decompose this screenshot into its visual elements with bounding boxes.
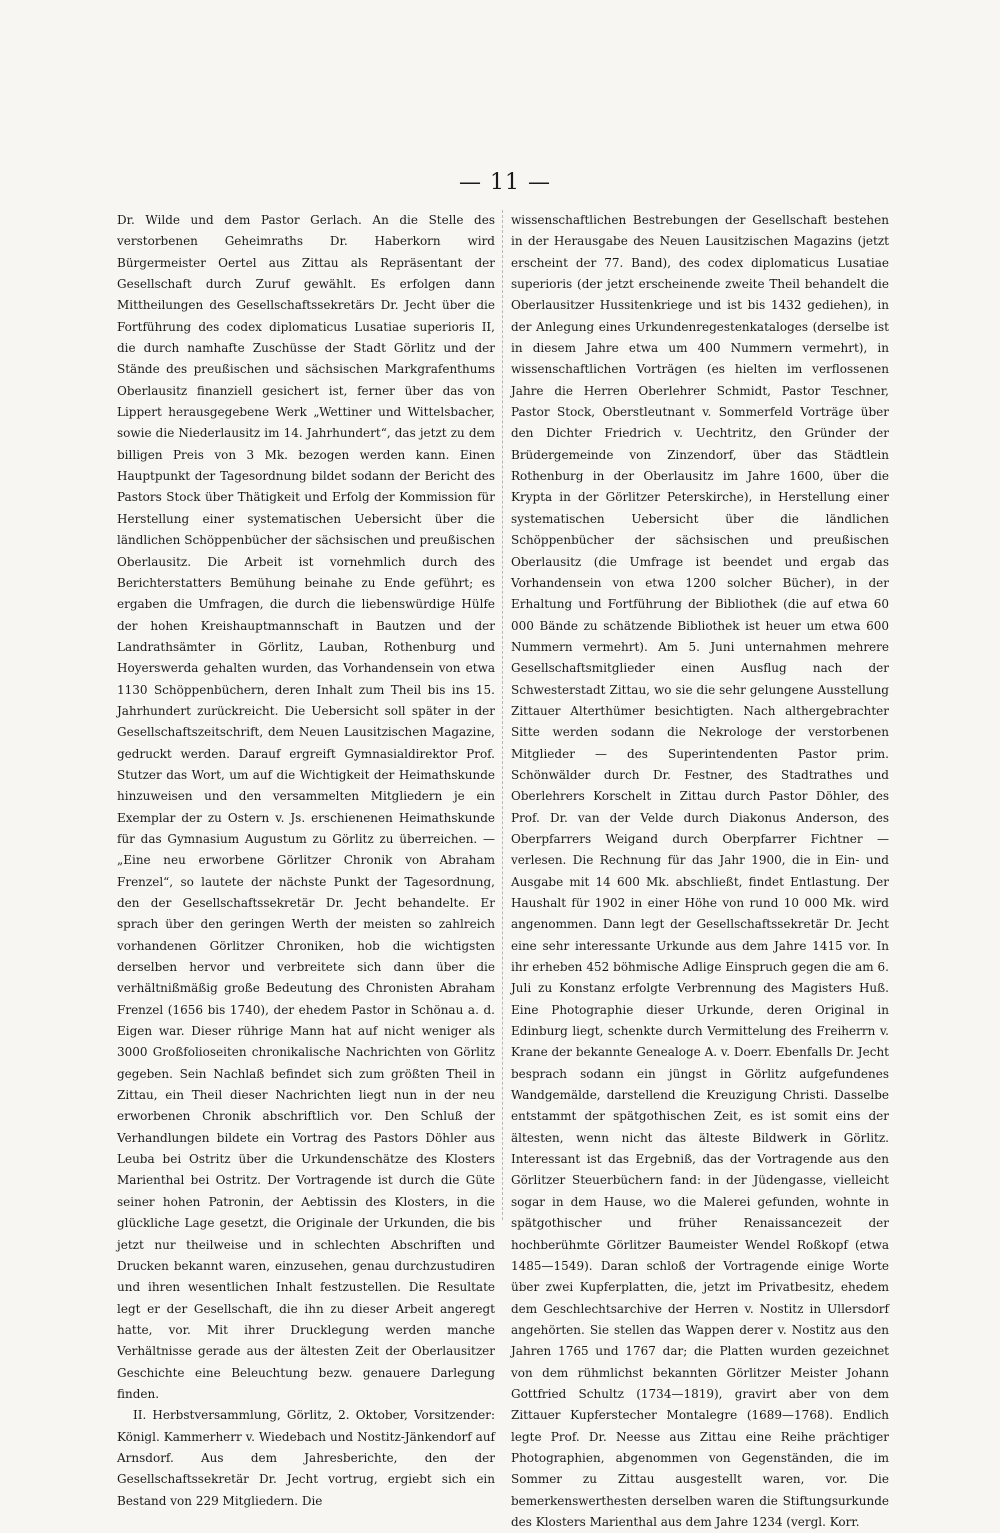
left-paragraph-2: II. Herbstversammlung, Görlitz, 2. Oktober, Vorsitzender: Königl. Kammerherr v. Wiedebach und Nostitz-Jänkendorf auf Arnsdorf. Aus dem Jahresberichte, den der Gesellschaftssekretär Dr. Jecht vortrug, ergiebt sich ein Bestand von 229 Mitgliedern. Die <box>117 1408 495 1508</box>
left-paragraph-1: Dr. Wilde und dem Pastor Gerlach. An die Stelle des verstorbenen Geheimraths Dr. Haberkorn wird Bürgermeister Oertel aus Zittau als Repräsentant der Gesellschaft durch Zuruf gewählt. Es erfolgen dann Mittheilungen des Gesellschaftssekretärs Dr. Jecht über die Fortführung des codex diplomaticus Lusatiae superioris II, die durch namhafte Zuschüsse der Stadt Görlitz und der Stände des preußischen und sächsischen Markgrafenthums Oberlausitz finanziell gesichert ist, ferner über das von Lippert herausgegebene Werk „Wettiner und Wittelsbacher, sowie die Niederlausitz im 14. Jahrhundert“, das jetzt zu dem billigen Preis von 3 Mk. bezogen werden kann. Einen Hauptpunkt der Tagesordnung bildet sodann der Bericht des Pastors Stock über Thätigkeit und Erfolg der Kommission für Herstellung einer systematischen Uebersicht über die ländlichen Schöppenbücher der sächsischen und preußischen Oberlausitz. Die Arbeit ist vornehmlich durch des Berichterstatters Bemühung beinahe zu Ende geführt; es ergaben die Umfragen, die durch die liebenswürdige Hülfe der hohen Kreishauptmannschaft in Bautzen und der Landrathsämter in Görlitz, Lauban, Rothenburg und Hoyerswerda gehalten wurden, das Vorhandensein von etwa 1130 Schöppenbüchern, deren Inhalt zum Theil bis ins 15. Jahrhundert zurückreicht. Die Uebersicht soll später in der Gesellschaftszeitschrift, dem Neuen Lausitzischen Magazine, gedruckt werden. Darauf ergreift Gymnasialdirektor Prof. Stutzer das Wort, um auf die Wichtigkeit der Heimathskunde hinzuweisen und den versammelten Mitgliedern je ein Exemplar der zu Ostern v. Js. erschienenen Heimathskunde für das Gymnasium Augustum zu Görlitz zu überreichen. — „Eine neu erworbene Görlitzer Chronik von Abraham Frenzel“, so lautete der nächste Punkt der Tagesordnung, den der Gesellschaftssekretär Dr. Jecht behandelte. Er sprach über den geringen Werth der meisten so zahlreich vorhandenen Görlitzer Chroniken, hob die wichtigsten derselben hervor und verbreitete sich dann über die verhältnißmäßig große Bedeutung des Chronisten Abraham Frenzel (1656 bis 1740), der ehedem Pastor in Schönau a. d. Eigen war. Dieser rührige Mann hat auf nicht weniger als 3000 Großfolioseiten chronikalische Nachrichten von Görlitz gegeben. Sein Nachlaß befindet sich zum größten Theil in Zittau, ein Theil dieser Nachrichten liegt nun in der neu erworbenen Chronik abschriftlich vor. Den Schluß der Verhandlungen bildete ein Vortrag des Pastors Döhler aus Leuba bei Ostritz über die Urkundenschätze des Klosters Marienthal bei Ostritz. Der Vortragende ist durch die Güte seiner hohen Patronin, der Aebtissin des Klosters, in die glückliche Lage gesetzt, die Originale der Urkunden, die bis jetzt nur theilweise und in schlechten Abschriften und Drucken bekannt waren, einzusehen, genau durchzustudiren und ihren wesentlichen Inhalt festzustellen. Die Resultate legt er der Gesellschaft, die ihn zu dieser Arbeit angeregt hatte, vor. Mit ihrer Drucklegung werden manche Verhältnisse gerade aus der ältesten Zeit der Oberlausitzer Geschichte eine Beleuchtung bezw. genauere Darlegung finden. <box>117 213 495 1401</box>
right-column <box>505 210 889 1529</box>
text-columns <box>117 210 893 1529</box>
right-paragraph-1: wissenschaftlichen Bestrebungen der Gesellschaft bestehen in der Herausgabe des Neuen Lausitzischen Magazins (jetzt erscheint der 77. Band), des codex diplomaticus Lusatiae superioris (der jetzt erscheinende zweite Theil behandelt die Oberlausitzer Hussitenkriege und ist bis 1432 gediehen), in der Anlegung eines Urkundenregestenkataloges (derselbe ist in diesem Jahre etwa um 400 Nummern vermehrt), in wissenschaftlichen Vorträgen (es hielten im verflossenen Jahre die Herren Oberlehrer Schmidt, Pastor Teschner, Pastor Stock, Oberstleutnant v. Sommerfeld Vorträge über den Dichter Friedrich v. Uechtritz, den Gründer der Brüdergemeinde von Zinzendorf, über das Städtlein Rothenburg in der Oberlausitz im Jahre 1600, über die Krypta in der Görlitzer Peterskirche), in Herstellung einer systematischen Uebersicht über die ländlichen Schöppenbücher der sächsischen und preußischen Oberlausitz (die Umfrage ist beendet und ergab das Vorhandensein von etwa 1200 solcher Bücher), in der Erhaltung und Fortführung der Bibliothek (die auf etwa 60 000 Bände zu schätzende Bibliothek ist heuer um etwa 600 Nummern vermehrt). Am 5. Juni unternahmen mehrere Gesellschaftsmitglieder einen Ausflug nach der Schwesterstadt Zittau, wo sie die sehr gelungene Ausstellung Zittauer Alterthümer besichtigten. Nach althergebrachter Sitte werden sodann die Nekrologe der verstorbenen Mitglieder — des Superintendenten Pastor prim. Schönwälder durch Dr. Festner, des Stadtrathes und Oberlehrers Korschelt in Zittau durch Pastor Döhler, des Prof. Dr. van der Velde durch Diakonus Anderson, des Oberpfarrers Weigand durch Oberpfarrer Fichtner — verlesen. Die Rechnung für das Jahr 1900, die in Ein- und Ausgabe mit 14 600 Mk. abschließt, findet Entlastung. Der Haushalt für 1902 in einer Höhe von rund 10 000 Mk. wird angenommen. Dann legt der Gesellschaftssekretär Dr. Jecht eine sehr interessante Urkunde aus dem Jahre 1415 vor. In ihr erheben 452 böhmische Adlige Einspruch gegen die am 6. Juli zu Konstanz erfolgte Verbrennung des Magisters Huß. Eine Photographie dieser Urkunde, deren Original in Edinburg liegt, schenkte durch Vermittelung des Freiherrn v. Krane der bekannte Genealoge A. v. Doerr. Ebenfalls Dr. Jecht besprach sodann ein jüngst in Görlitz aufgefundenes Wandgemälde, darstellend die Kreuzigung Christi. Dasselbe entstammt der spätgothischen Zeit, es ist somit eins der ältesten, wenn nicht das älteste Bildwerk in Görlitz. Interessant ist das Ergebniß, das der Vortragende aus den Görlitzer Steuerbüchern fand: in der Jüdengasse, vielleicht sogar in dem Hause, wo die Malerei gefunden, wohnte in spätgothischer und früher Renaissancezeit der hochberühmte Görlitzer Baumeister Wendel Roßkopf (etwa 1485—1549). Daran schloß der Vortragende einige Worte über zwei Kupferplatten, die, jetzt im Privatbesitz, ehedem dem Geschlechtsarchive der Herren v. Nostitz in Ullersdorf angehörten. Sie stellen das Wappen derer v. Nostitz aus den Jahren 1765 und 1767 dar; die Platten wurden gezeichnet von dem rühmlichst bekannten Görlitzer Meister Johann Gottfried Schultz (1734—1819), gravirt aber von dem Zittauer Kupferstecher Montalegre (1689—1768). Endlich legte Prof. Dr. Neesse aus Zittau eine Reihe prächtiger Photographien, abgenommen von Gegenständen, die im Sommer zu Zittau ausgestellt waren, vor. Die bemerkenswerthesten derselben waren die Stiftungsurkunde des Klosters Marienthal aus dem Jahre 1234 (vergl. Korr. <box>511 213 889 1529</box>
left-column <box>117 210 501 1508</box>
column-divider <box>502 210 504 1220</box>
page-number: — 11 — <box>459 170 551 195</box>
